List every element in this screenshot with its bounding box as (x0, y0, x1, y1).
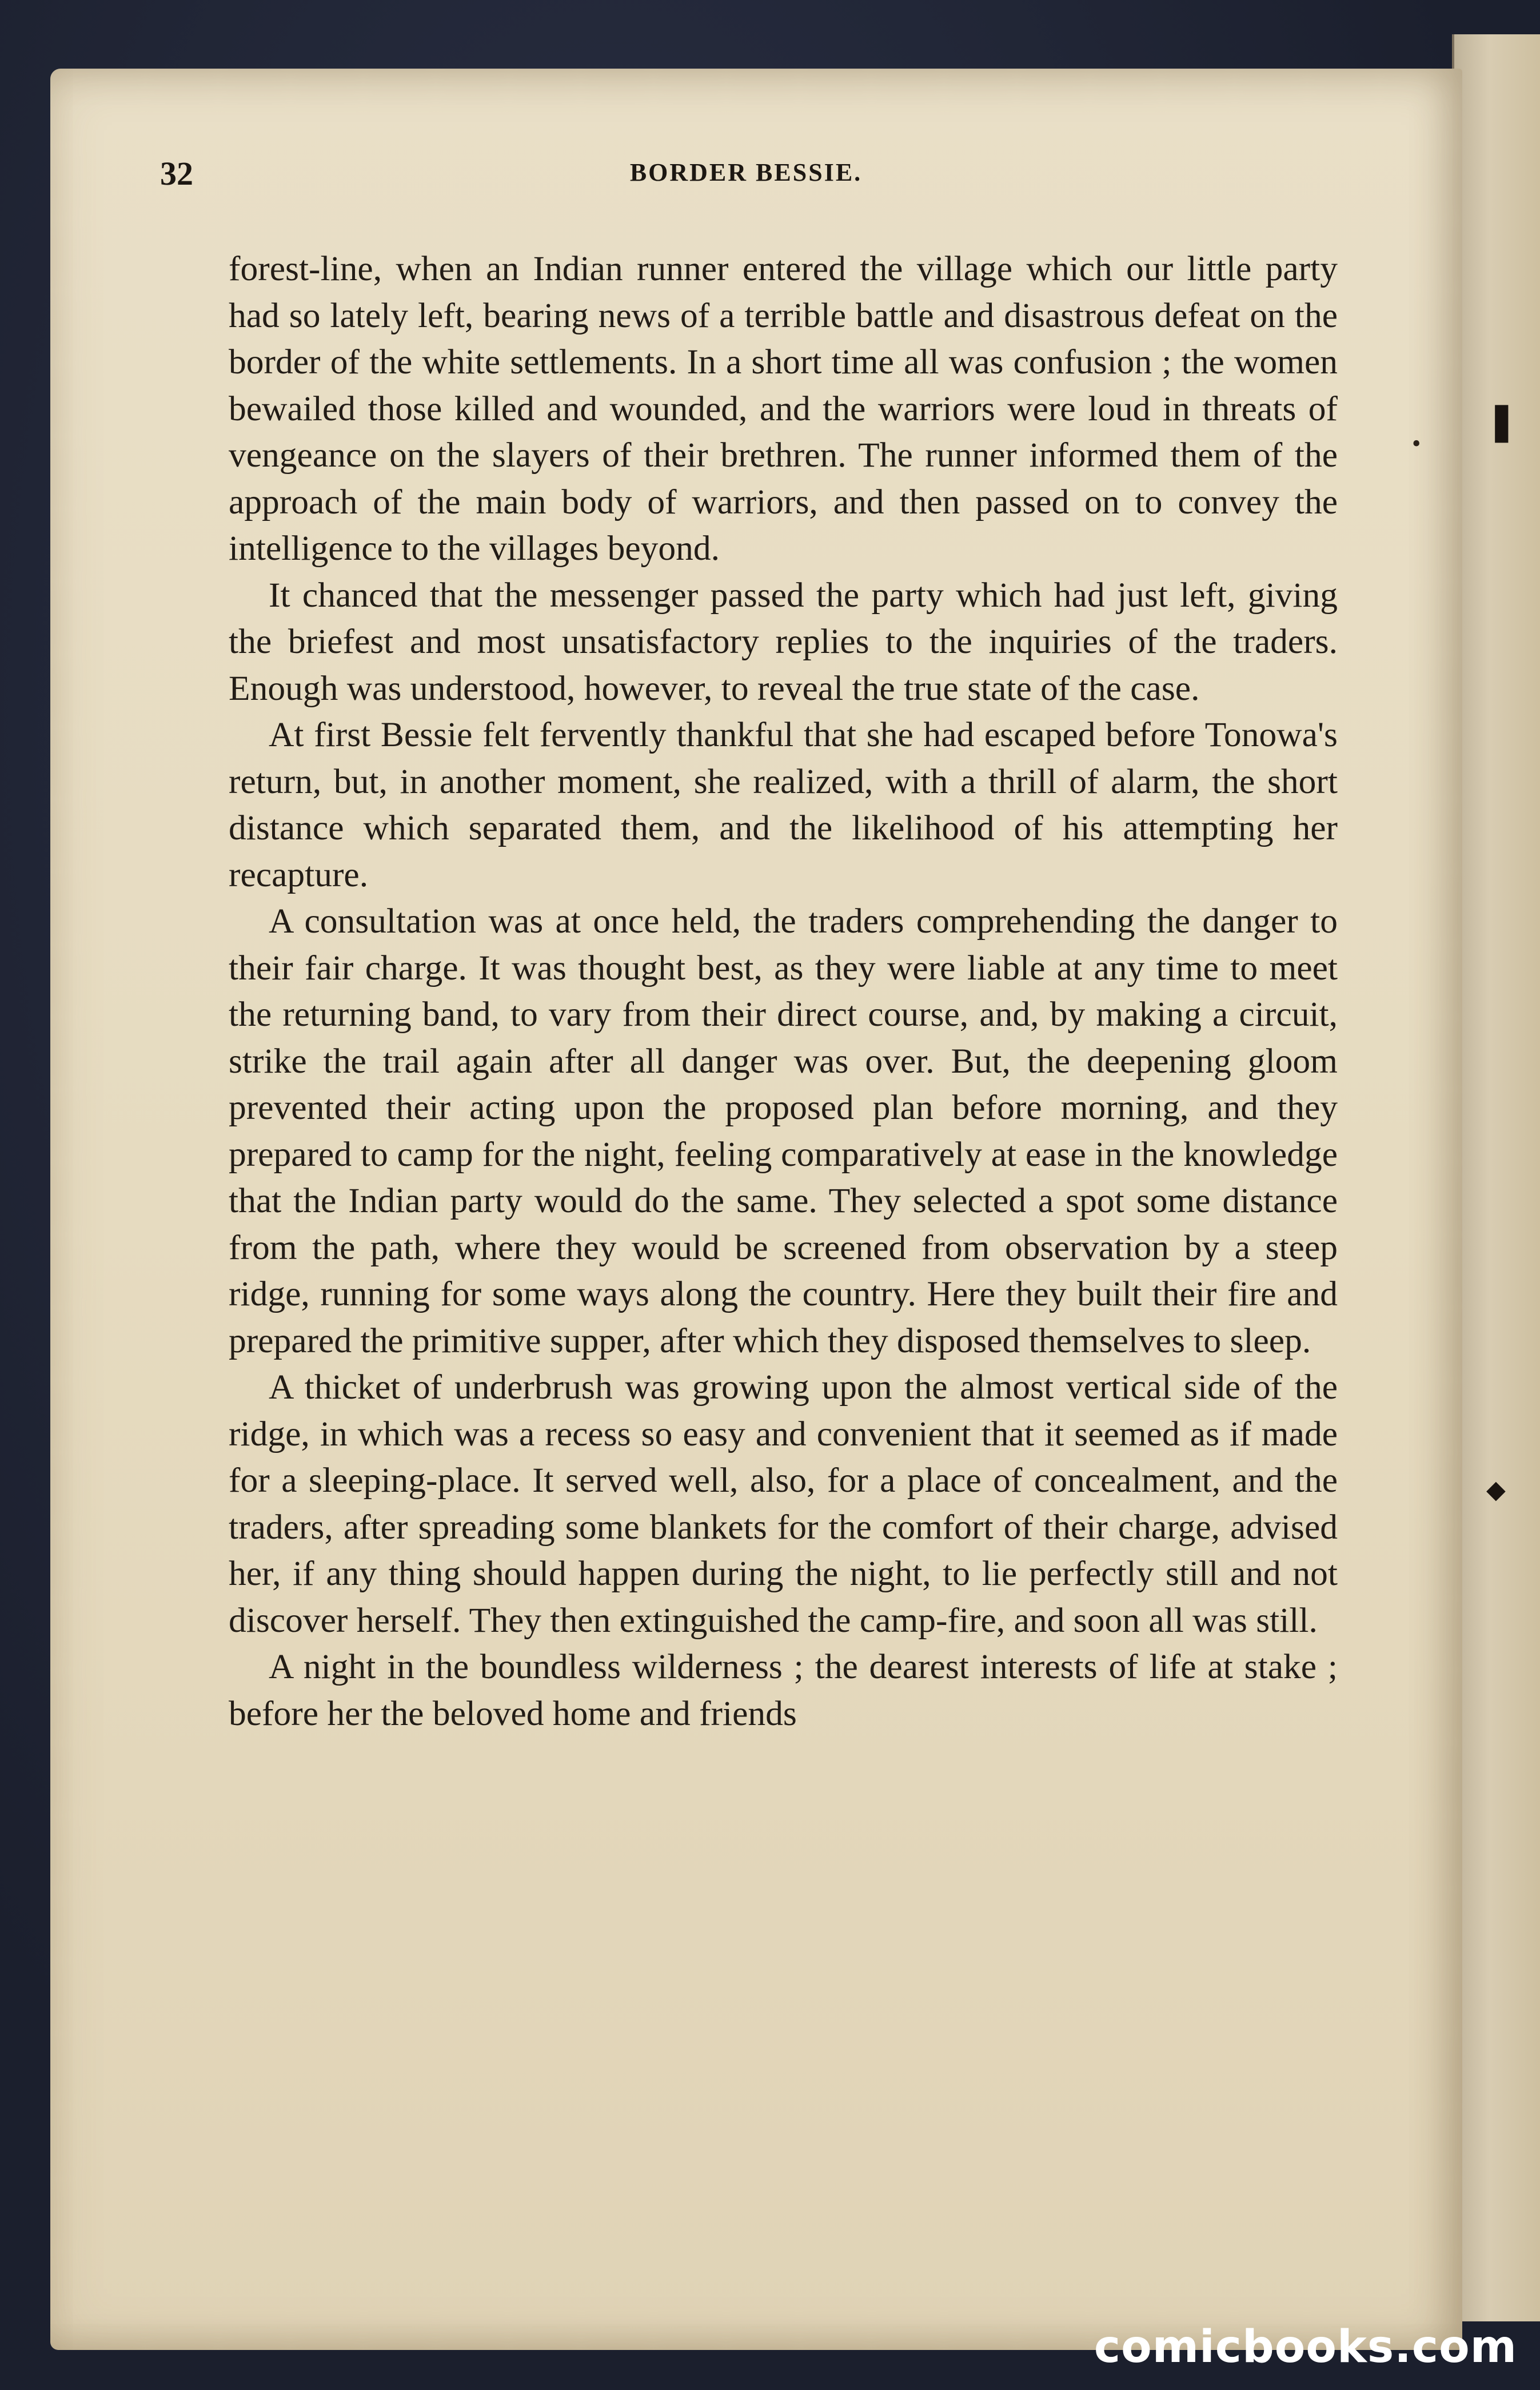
body-text (229, 246, 1338, 1737)
page-header (160, 154, 1332, 206)
paragraph: A thicket of underbrush was growing upon the almost vertical side of the ridge, in which was a recess so easy and convenient that it seemed as if made for a sleeping-place. It served well, also, for a place of concealment, and the traders, after spreading some blankets for the comfort of their charge, advised her, if any thing should happen during the night, to lie perfectly still and not discover herself. They then extinguished the camp-fire, and soon all was still. (229, 1368, 1338, 1640)
ink-speck: • (1412, 429, 1421, 457)
watermark: comicbooks.com (1094, 2321, 1517, 2373)
paragraph: At first Bessie felt fervently thankful that she had escaped before Tonowa's return, but, in another moment, she realized, with a thrill of alarm, the short distance which separated them, and the likelihood of his attempting her recapture. (229, 715, 1338, 894)
adjacent-page-ink-mark: ◆ (1486, 1476, 1506, 1504)
page-number: 32 (160, 155, 193, 192)
paragraph: It chanced that the messenger passed the party which had just left, giving the briefest and most unsatisfactory replies to the inquiries of the traders. Enough was understood, however, to reveal the true state of the case. (229, 575, 1338, 708)
paragraph: A night in the boundless wilderness ; the dearest interests of life at stake ; before her the beloved home and friends (229, 1647, 1338, 1733)
adjacent-page-edge (1452, 34, 1540, 2321)
running-head: BORDER BESSIE. (629, 158, 863, 186)
adjacent-page-ink-mark: ❚ (1486, 401, 1517, 441)
paragraph: forest-line, when an Indian runner entered the village which our little party had so lately left, bearing news of a terrible battle and disastrous defeat on the border of the white settlements. In a short time all was confusion ; the women bewailed those killed and wounded, and the warriors were loud in threats of vengeance on the slayers of their brethren. The runner informed them of the approach of the main body of warriors, and then passed on to convey the intelligence to the villages beyond. (229, 249, 1338, 568)
paragraph: A consultation was at once held, the traders comprehending the danger to their fair charge. It was thought best, as they were liable at any time to meet the returning band, to vary from their direct course, and, by making a circuit, strike the trail again after all danger was over. But, the deepening gloom prevented their acting upon the proposed plan before morning, and they prepared to camp for the night, feeling comparatively at ease in the knowledge that the Indian party would do the same. They selected a spot some distance from the path, where they would be screened from observation by a steep ridge, running for some ways along the country. Here they built their fire and prepared the primitive supper, after which they disposed themselves to sleep. (229, 902, 1338, 1360)
